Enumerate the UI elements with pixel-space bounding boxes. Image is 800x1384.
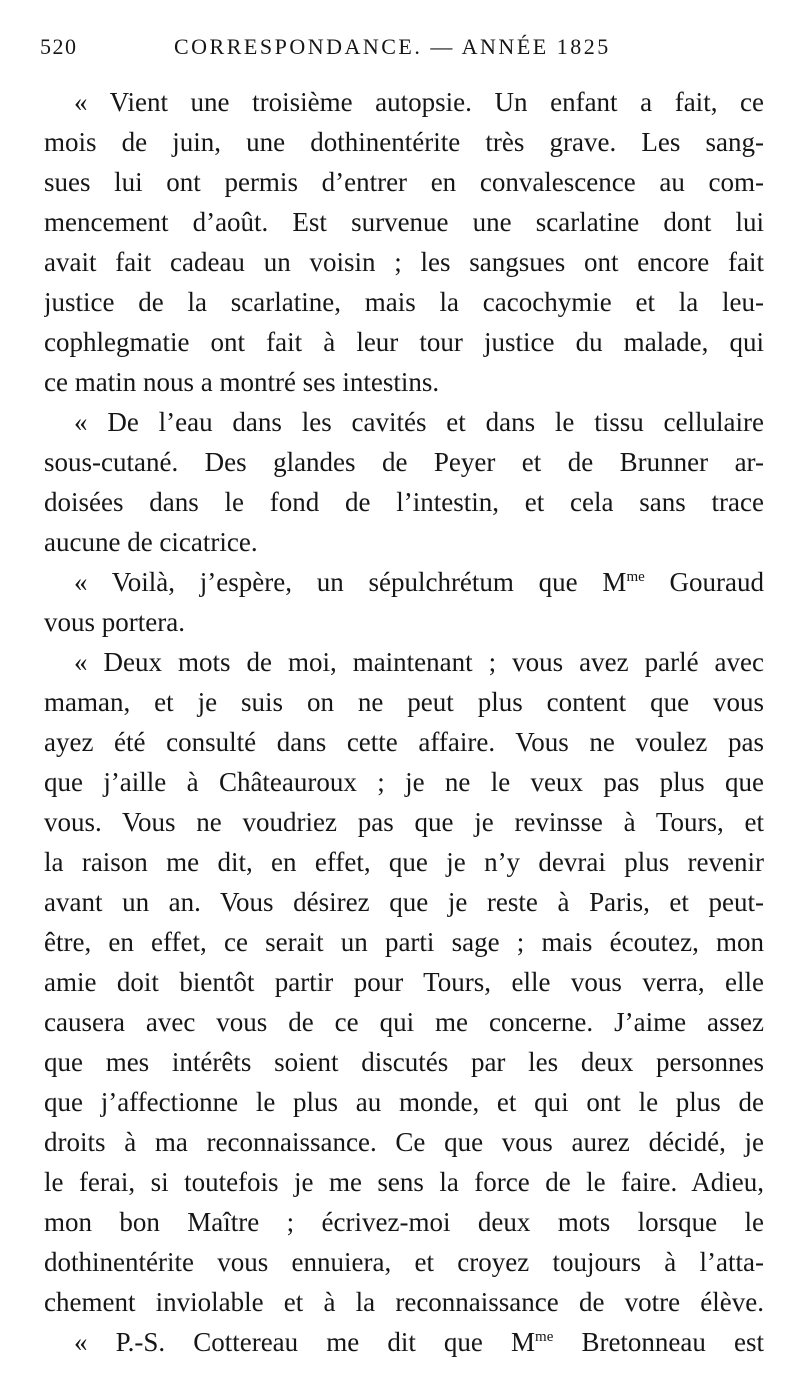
superscript-abbreviation: me [626,569,645,585]
text-line: ayez été consulté dans cette affaire. Vous ne voulez pas [44,727,764,757]
text-line: avait fait cadeau un voisin ; les sangsues ont encore fait [44,247,764,277]
text-line: sues lui ont permis d’entrer en convalescence au com- [44,167,764,197]
text-line: vous. Vous ne voudriez pas que je revinsse à Tours, et [44,807,764,837]
text-line: doisées dans le fond de l’intestin, et cela sans trace [44,487,764,517]
text-line: être, en effet, ce serait un parti sage ; mais écoutez, mon [44,927,764,957]
text-line: la raison me dit, en effet, que je n’y devrai plus revenir [44,847,764,877]
text-line: mois de juin, une dothinentérite très grave. Les sang- [44,127,764,157]
text-line: amie doit bientôt partir pour Tours, elle vous verra, elle [44,967,764,997]
text-line: cophlegmatie ont fait à leur tour justice du malade, qui [44,327,764,357]
text-line: mencement d’août. Est survenue une scarlatine dont lui [44,207,764,237]
text-line: que mes intérêts soient discutés par les deux personnes [44,1047,764,1077]
text-line: justice de la scarlatine, mais la cacochymie et la leu- [44,287,764,317]
text-line: mon bon Maître ; écrivez-moi deux mots lorsque le [44,1207,764,1237]
running-title: CORRESPONDANCE. — ANNÉE 1825 [174,34,611,59]
text-line: que j’affectionne le plus au monde, et qui ont le plus de [44,1087,764,1117]
text-line: « De l’eau dans les cavités et dans le tissu cellulaire [74,407,764,437]
text-line: « P.-S. Cottereau me dit que $M^{me}$ Bretonneau est [74,1327,764,1357]
text-line: ce matin nous a montré ses intestins. [44,367,440,397]
text-line: que j’aille à Châteauroux ; je ne le veux pas plus que [44,767,764,797]
running-header [40,34,764,64]
text-line: le ferai, si toutefois je me sens la force de le faire. Adieu, [44,1167,764,1197]
text-line: avant un an. Vous désirez que je reste à Paris, et peut- [44,887,764,917]
text-line: droits à ma reconnaissance. Ce que vous aurez décidé, je [44,1127,764,1157]
text-line: vous portera. [44,607,185,637]
text-line: « Vient une troisième autopsie. Un enfant a fait, ce [74,87,764,117]
text-line: causera avec vous de ce qui me concerne. J’aime assez [44,1007,764,1037]
superscript-abbreviation: me [535,1329,554,1345]
body-text [44,82,764,1362]
text-line: chement inviolable et à la reconnaissance de votre élève. [44,1287,764,1317]
text-line: maman, et je suis on ne peut plus content que vous [44,687,764,717]
text-line: dothinentérite vous ennuiera, et croyez toujours à l’atta- [44,1247,764,1277]
text-line: aucune de cicatrice. [44,527,258,557]
page-number: 520 [40,34,78,59]
text-line: « Deux mots de moi, maintenant ; vous avez parlé avec [74,647,764,677]
text-line: « Voilà, j’espère, un sépulchrétum que $M^{me}$ Gouraud [74,567,764,597]
text-line: sous-cutané. Des glandes de Peyer et de Brunner ar- [44,447,764,477]
